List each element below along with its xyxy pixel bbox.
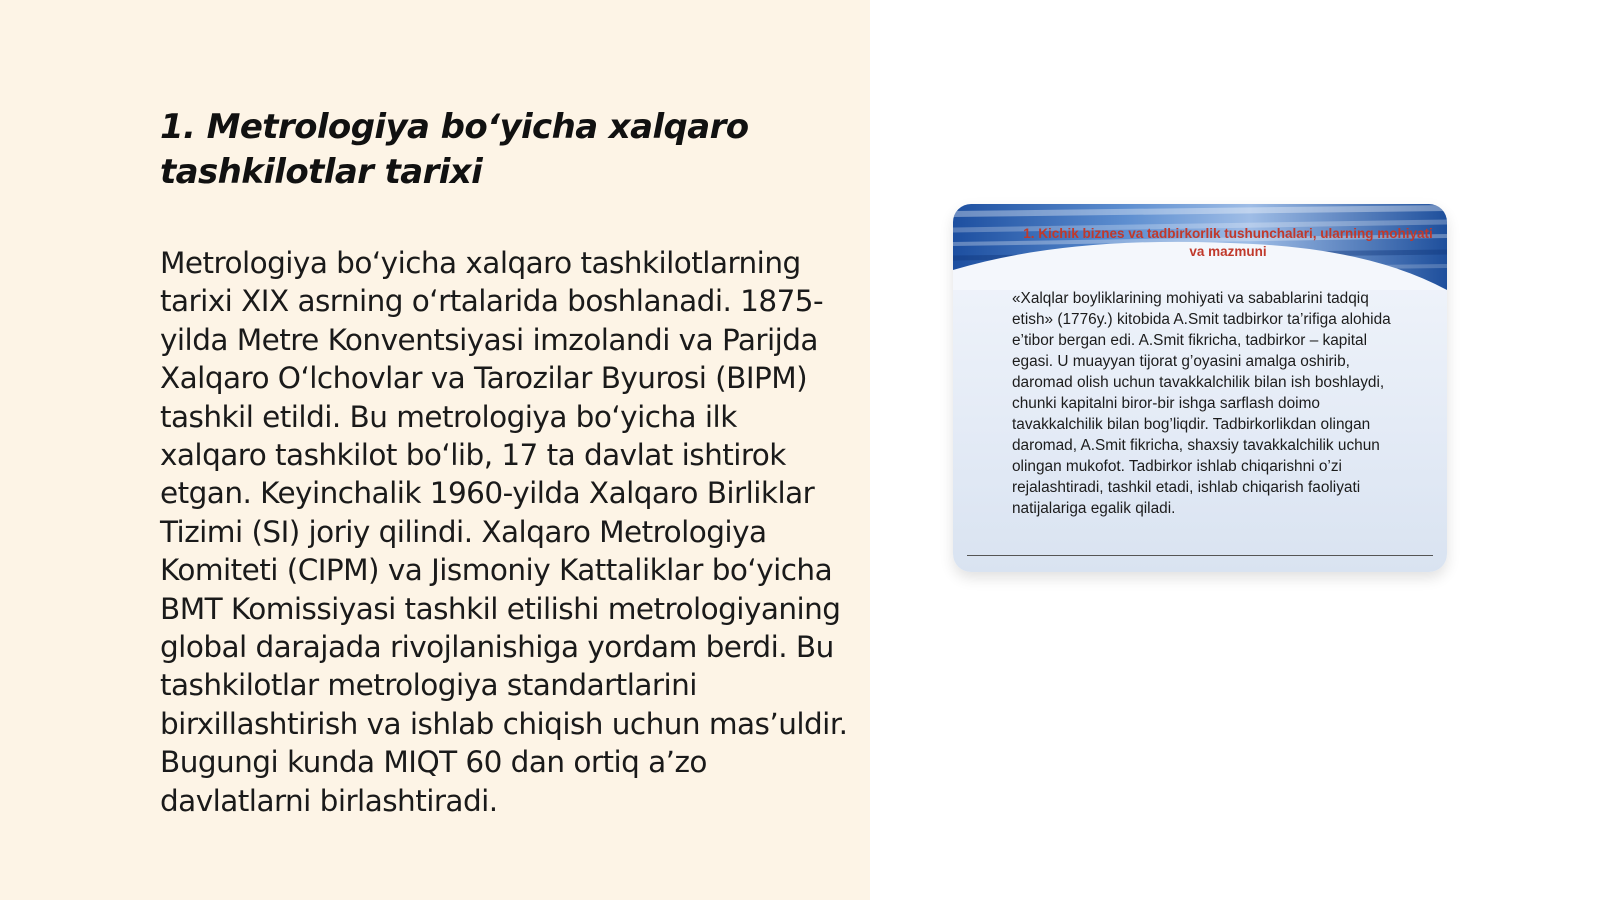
embedded-slide-image xyxy=(953,204,1447,572)
slide-title: 1. Metrologiya bo‘yicha xalqaro tashkilotlar tarixi xyxy=(160,107,749,192)
embedded-slide-text: «Xalqlar boyliklarining mohiyati va sabablarini tadqiq etish» (1776y.) kitobida A.Smit tadbirkor ta’rifiga alohida e’tibor bergan edi. A.Smit fikricha, tadbirkor – kapital egasi. U muayyan tijorat g’oyasini amalga oshirib, daromad olish uchun tavakkalchilik bilan ish boshlaydi, chunki kapitalni biror-bir ishga sarflash doimo tavakkalchilik bilan bog’liqdir. Tadbirkorlikdan olingan daromad, A.Smit fikricha, shaxsiy tavakkalchilik uchun olingan mukofot. Tadbirkor ishlab chiqarishni o’zi rejalashtiradi, tashkil etadi, ishlab chiqarish faoliyati natijalariga egalik qiladi. xyxy=(1012,290,1391,517)
embedded-slide-title: 1. Kichik biznes va tadbirkorlik tushunchalari, ularning mohiyati va mazmuni xyxy=(1023,226,1433,259)
embedded-slide-divider xyxy=(967,555,1433,556)
slide-body-text: Metrologiya bo‘yicha xalqaro tashkilotlarning tarixi XIX asrning o‘rtalarida boshlanadi. 1875-yilda Metre Konventsiyasi imzolandi va Parijda Xalqaro O‘lchovlar va Tarozilar Byurosi (BIPM) tashkil etildi. Bu metrologiya bo‘yicha ilk xalqaro tashkilot bo‘lib, 17 ta davlat ishtirok etgan. Keyinchalik 1960-yilda Xalqaro Birliklar Tizimi (SI) joriy qilindi. Xalqaro Metrologiya Komiteti (CIPM) va Jismoniy Kattaliklar bo‘yicha BMT Komissiyasi tashkil etilishi metrologiyaning global darajada rivojlanishiga yordam berdi. Bu tashkilotlar metrologiya standartlarini birxillashtirish va ishlab chiqish uchun mas’uldir. Bugungi kunda MIQT 60 dan ortiq a’zo davlatlarni birlashtiradi. xyxy=(160,246,848,818)
